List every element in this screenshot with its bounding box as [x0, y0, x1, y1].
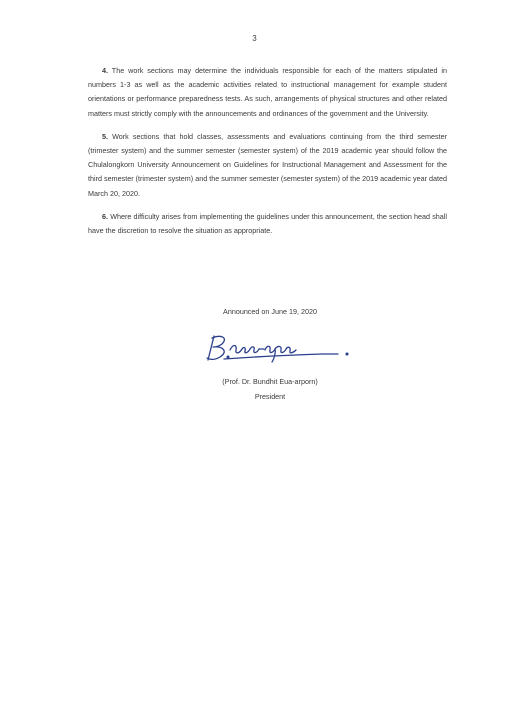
paragraph-text: Where difficulty arises from implementing the guidelines under this announcement, the section head shall have the discretion to resolve the situation as appropriate. — [88, 211, 447, 236]
announcement-date: Announced on June 19, 2020 — [223, 307, 317, 316]
signer-name: (Prof. Dr. Bundhit Eua-arporn) — [222, 377, 318, 386]
paragraph-4 — [88, 64, 447, 121]
paragraph-number: 4. — [102, 66, 108, 75]
paragraph-number: 5. — [102, 131, 108, 141]
page-number: 3 — [252, 34, 257, 43]
document-body — [88, 64, 447, 247]
paragraph-text: Work sections that hold classes, assessments and evaluations continuing from the third semester (trimester system) and the summer semester (semester system) of the 2019 academic year should follow the Chulalongkorn University Announcement on Guidelines for Instructional Management and Assessment for the third semester (trimester system) and the summer semester (semester system) of the 2019 academic year dated March 20, 2020. — [88, 131, 447, 198]
signer-title: President — [254, 392, 286, 401]
handwritten-signature — [202, 330, 352, 366]
paragraph-5 — [88, 130, 447, 201]
paragraph-number: 6. — [102, 211, 108, 221]
paragraph-6 — [88, 210, 447, 238]
paragraph-text: The work sections may determine the individuals responsible for each of the matters stipulated in numbers 1-3 as well as the academic activities related to instructional management for example student orientations or performance preparedness tests. As such, arrangements of physical structures and other related matters must strictly comply with the announcements and ordinances of the government and the University. — [88, 66, 447, 118]
